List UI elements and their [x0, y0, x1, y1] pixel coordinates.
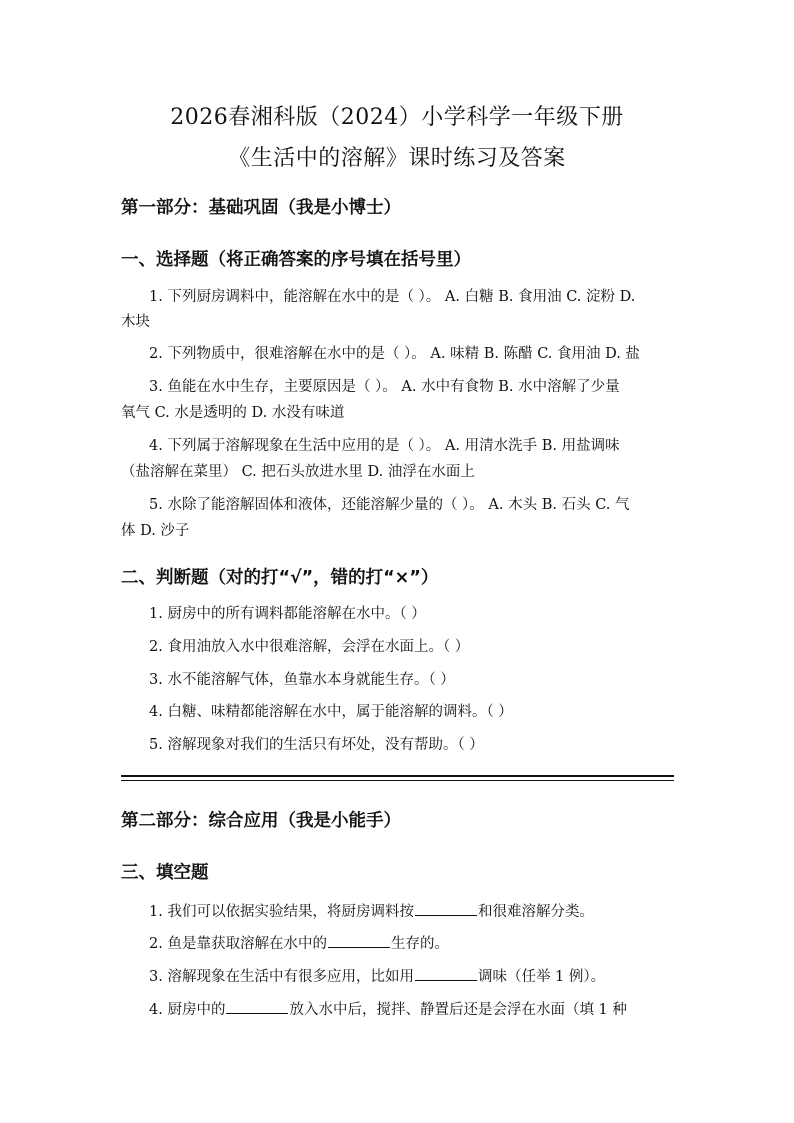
doc-title-line1: 2026春湘科版（2024）小学科学一年级下册	[170, 105, 624, 130]
fill-item-3-before: 3. 溶解现象在生活中有很多应用，比如用	[149, 969, 414, 985]
tf-item-5: 5. 溶解现象对我们的生活只有坏处，没有帮助。（ ）	[149, 737, 484, 753]
fill-item-4-after: 放入水中后，搅拌、静置后还是会浮在水面（填 1 种	[289, 1002, 627, 1018]
fill-item-3	[121, 964, 702, 988]
fill-item-3-after: 调味（任举 1 例）。	[477, 969, 606, 985]
fill-item-2-after: 生存的。	[390, 936, 449, 952]
tf-item-2: 2. 食用油放入水中很难溶解，会浮在水面上。（ ）	[149, 639, 470, 655]
fill-item-1-before: 1. 我们可以依据实验结果，将厨房调料按	[149, 904, 414, 920]
section3-heading: 三、填空题	[121, 863, 209, 883]
doc-title-line2: 《生活中的溶解》课时练习及答案	[228, 146, 566, 171]
mc-q3-line2: 氧气 C. 水是透明的 D. 水没有味道	[121, 405, 345, 421]
mc-q5-line1: 5. 水除了能溶解固体和液体，还能溶解少量的（ ）。 A. 木头 B. 石头 C. 气	[149, 497, 630, 513]
mc-q5-line2: 体 D. 沙子	[121, 523, 190, 539]
fill-blank-2[interactable]	[328, 931, 390, 948]
part2-heading: 第二部分：综合应用（我是小能手）	[121, 811, 401, 831]
tf-item-3: 3. 水不能溶解气体，鱼靠水本身就能生存。（ ）	[149, 672, 455, 688]
tf-item-1: 1. 厨房中的所有调料都能溶解在水中。（ ）	[149, 606, 426, 622]
mc-q3-line1: 3. 鱼能在水中生存，主要原因是（ ）。 A. 水中有食物 B. 水中溶解了少量	[149, 379, 620, 395]
fill-item-1-after: 和很难溶解分类。	[477, 904, 594, 920]
mc-q2-line1: 2. 下列物质中，很难溶解在水中的是（ ）。 A. 味精 B. 陈醋 C. 食用油 D. 盐	[149, 346, 640, 362]
section2-heading: 二、判断题（对的打“√”，错的打“×”）	[121, 568, 439, 588]
fill-item-2	[121, 931, 702, 955]
fill-blank-4[interactable]	[226, 997, 288, 1014]
tf-item-4: 4. 白糖、味精都能溶解在水中，属于能溶解的调料。（ ）	[149, 704, 513, 720]
fill-item-4	[121, 997, 702, 1021]
mc-q1-line1: 1. 下列厨房调料中，能溶解在水中的是（ ）。 A. 白糖 B. 食用油 C. 淀粉 D.	[149, 289, 636, 305]
fill-blank-1[interactable]	[415, 899, 477, 916]
part1-heading: 第一部分：基础巩固（我是小博士）	[121, 198, 401, 218]
section-divider	[121, 775, 674, 781]
fill-item-1	[121, 899, 702, 923]
mc-q1-line2: 木块	[121, 314, 150, 330]
mc-q4-line1: 4. 下列属于溶解现象在生活中应用的是（ ）。 A. 用清水洗手 B. 用盐调味	[149, 438, 620, 454]
fill-item-2-before: 2. 鱼是靠获取溶解在水中的	[149, 936, 327, 952]
fill-blank-3[interactable]	[415, 964, 477, 981]
mc-q4-line2: （盐溶解在菜里） C. 把石头放进水里 D. 油浮在水面上	[121, 464, 475, 480]
section1-heading: 一、选择题（将正确答案的序号填在括号里）	[121, 250, 471, 270]
fill-item-4-before: 4. 厨房中的	[149, 1002, 226, 1018]
